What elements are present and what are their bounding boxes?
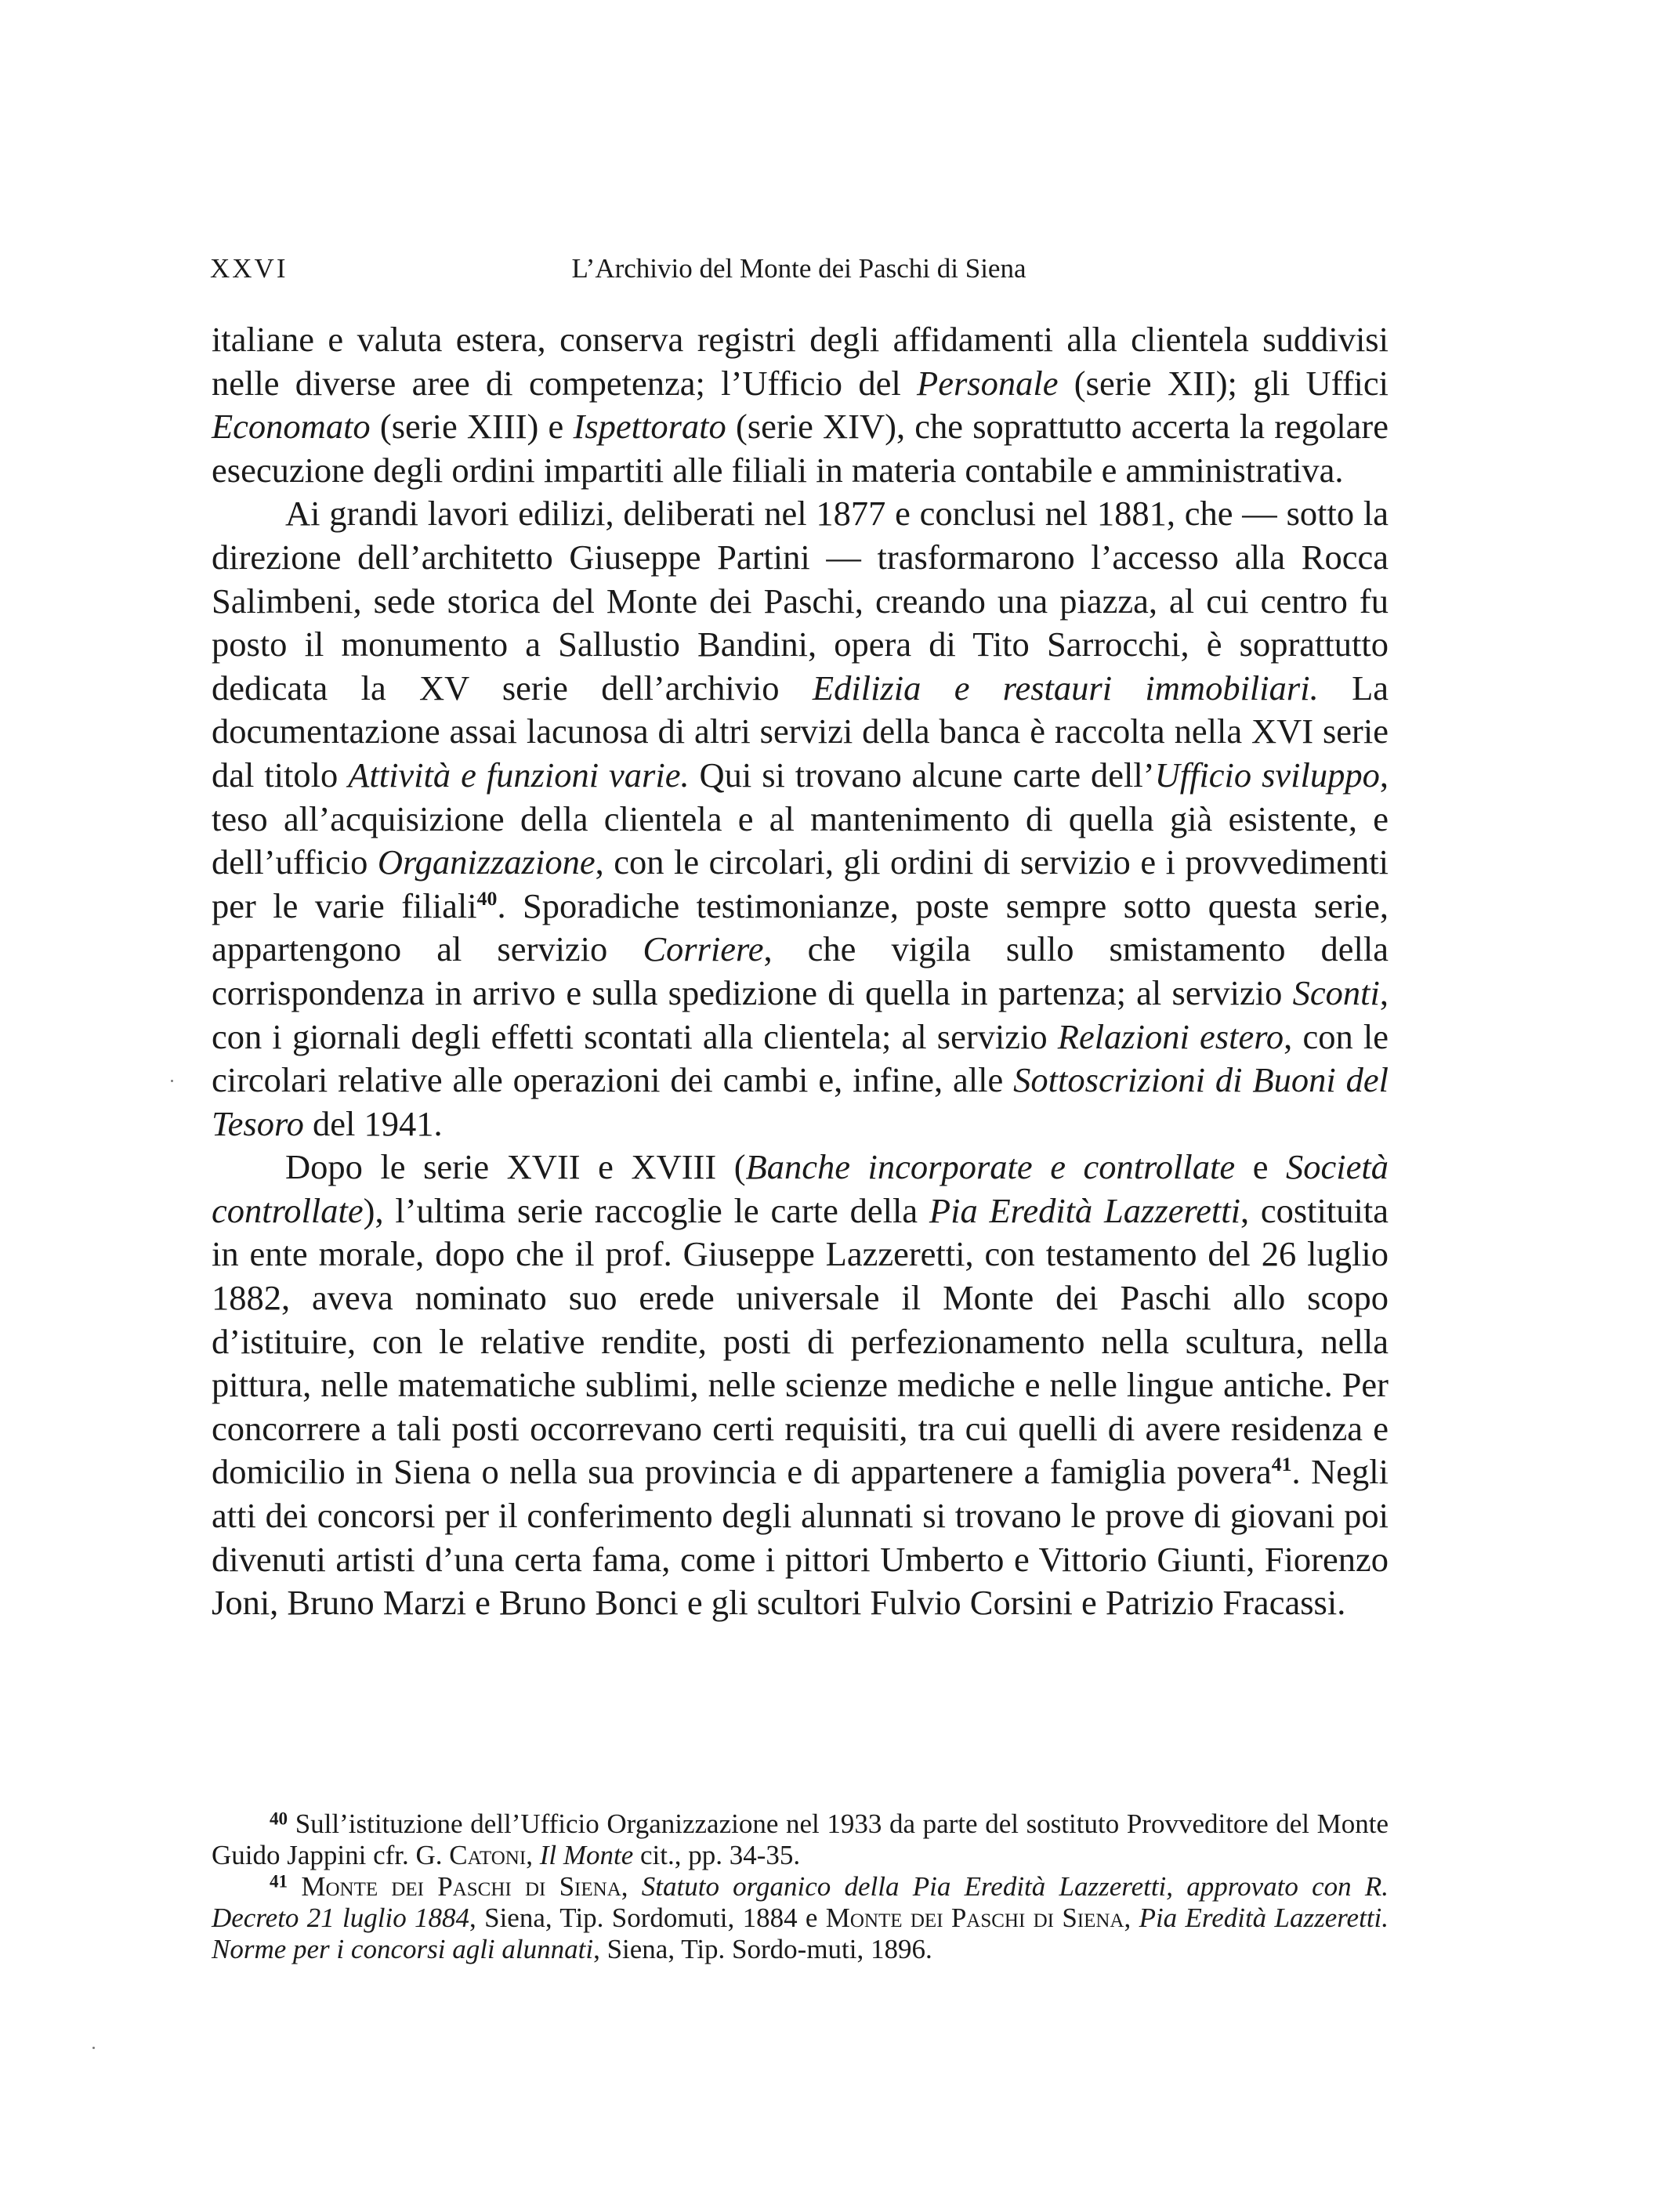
running-header bbox=[210, 249, 1388, 288]
page-number: XXVI bbox=[210, 253, 288, 284]
footnote-number: 41 bbox=[270, 1870, 288, 1892]
paragraph-3: Dopo le serie XVII e XVIII (Banche incorporate e controllate e Società controllate), l’ultima serie raccoglie le carte della Pia Eredità Lazzeretti, costituita in ente morale, dopo che il prof. Giuseppe Lazzeretti, con testamento del 26 luglio 1882, aveva nominato suo erede universale il Monte dei Paschi allo scopo d’istituire, con le relative rendite, posti di perfezionamento nella scultura, nella pittura, nelle matematiche sublimi, nelle scienze mediche e nelle lingue antiche. Per concorrere a tali posti occorrevano certi requisiti, tra cui quelli di avere residenza e domicilio in Siena o nella sua provincia e di appartenere a famiglia povera$^{41}$. Negli atti dei concorsi per il conferimento degli alunnati si trovano le prove di giovani poi divenuti artisti d’una certa fama, come i pittori Umberto e Vittorio Giunti, Fiorenzo Joni, Bruno Marzi e Bruno Bonci e gli scultori Fulvio Corsini e Patrizio Fracassi. bbox=[212, 1147, 1389, 1623]
footnote-number: 40 bbox=[270, 1808, 288, 1829]
scan-speck bbox=[92, 2047, 95, 2049]
scan-speck bbox=[171, 1080, 173, 1082]
paragraph-1: italiane e valuta estera, conserva registri degli affidamenti alla clientela suddivisi nelle diverse aree di competenza; l’Ufficio del Personale (serie XII); gli Uffici Economato (serie XIII) e Ispettorato (serie XIV), che soprattutto accerta la regolare esecuzione degli ordini impartiti alle filiali in materia contabile e amministrativa. bbox=[212, 320, 1389, 490]
footnote-ref-41[interactable]: 41 bbox=[1271, 1453, 1292, 1476]
footnote-ref-40[interactable]: 40 bbox=[476, 886, 498, 910]
footnote-41: $^{41}$ Monte dei Paschi di Siena, Statuto organico della Pia Eredità Lazzeretti, approvato con R. Decreto 21 luglio 1884, Siena, Tip. Sordomuti, 1884 e Monte dei Paschi di Siena, Pia Eredità Lazzeretti. Norme per i concorsi agli alunnati, Siena, Tip. Sordo-muti, 1896. bbox=[212, 1870, 1389, 1964]
running-title: L’Archivio del Monte dei Paschi di Siena bbox=[571, 253, 1026, 284]
footnotes bbox=[212, 1808, 1389, 1965]
body-text bbox=[212, 318, 1389, 1625]
footnote-40: $^{40}$ Sull’istituzione dell’Ufficio Organizzazione nel 1933 da parte del sostituto Provveditore del Monte Guido Jappini cfr. G. Catoni, Il Monte cit., pp. 34-35. bbox=[212, 1808, 1389, 1870]
paragraph-2: Ai grandi lavori edilizi, deliberati nel 1877 e conclusi nel 1881, che — sotto la direzione dell’architetto Giuseppe Partini — trasformarono l’accesso alla Rocca Salimbeni, sede storica del Monte dei Paschi, creando una piazza, al cui centro fu posto il monumento a Sallustio Bandini, opera di Tito Sarrocchi, è soprattutto dedicata la XV serie dell’archivio Edilizia e restauri immobiliari. La documentazione assai lacunosa di altri servizi della banca è raccolta nella XVI serie dal titolo Attività e funzioni varie. Qui si trovano alcune carte dell’Ufficio sviluppo, teso all’acquisizione della clientela e al mantenimento di quella già esistente, e dell’ufficio Organizzazione, con le circolari, gli ordini di servizio e i provvedimenti per le varie filiali$^{40}$. Sporadiche testimonianze, poste sempre sotto questa serie, appartengono al servizio Corriere, che vigila sullo smistamento della corrispondenza in arrivo e sulla spedizione di quella in partenza; al servizio Sconti, con i giornali degli effetti scontati alla clientela; al servizio Relazioni estero, con le circolari relative alle operazioni dei cambi e, infine, alle Sottoscrizioni di Buoni del Tesoro del 1941. bbox=[212, 494, 1389, 1143]
